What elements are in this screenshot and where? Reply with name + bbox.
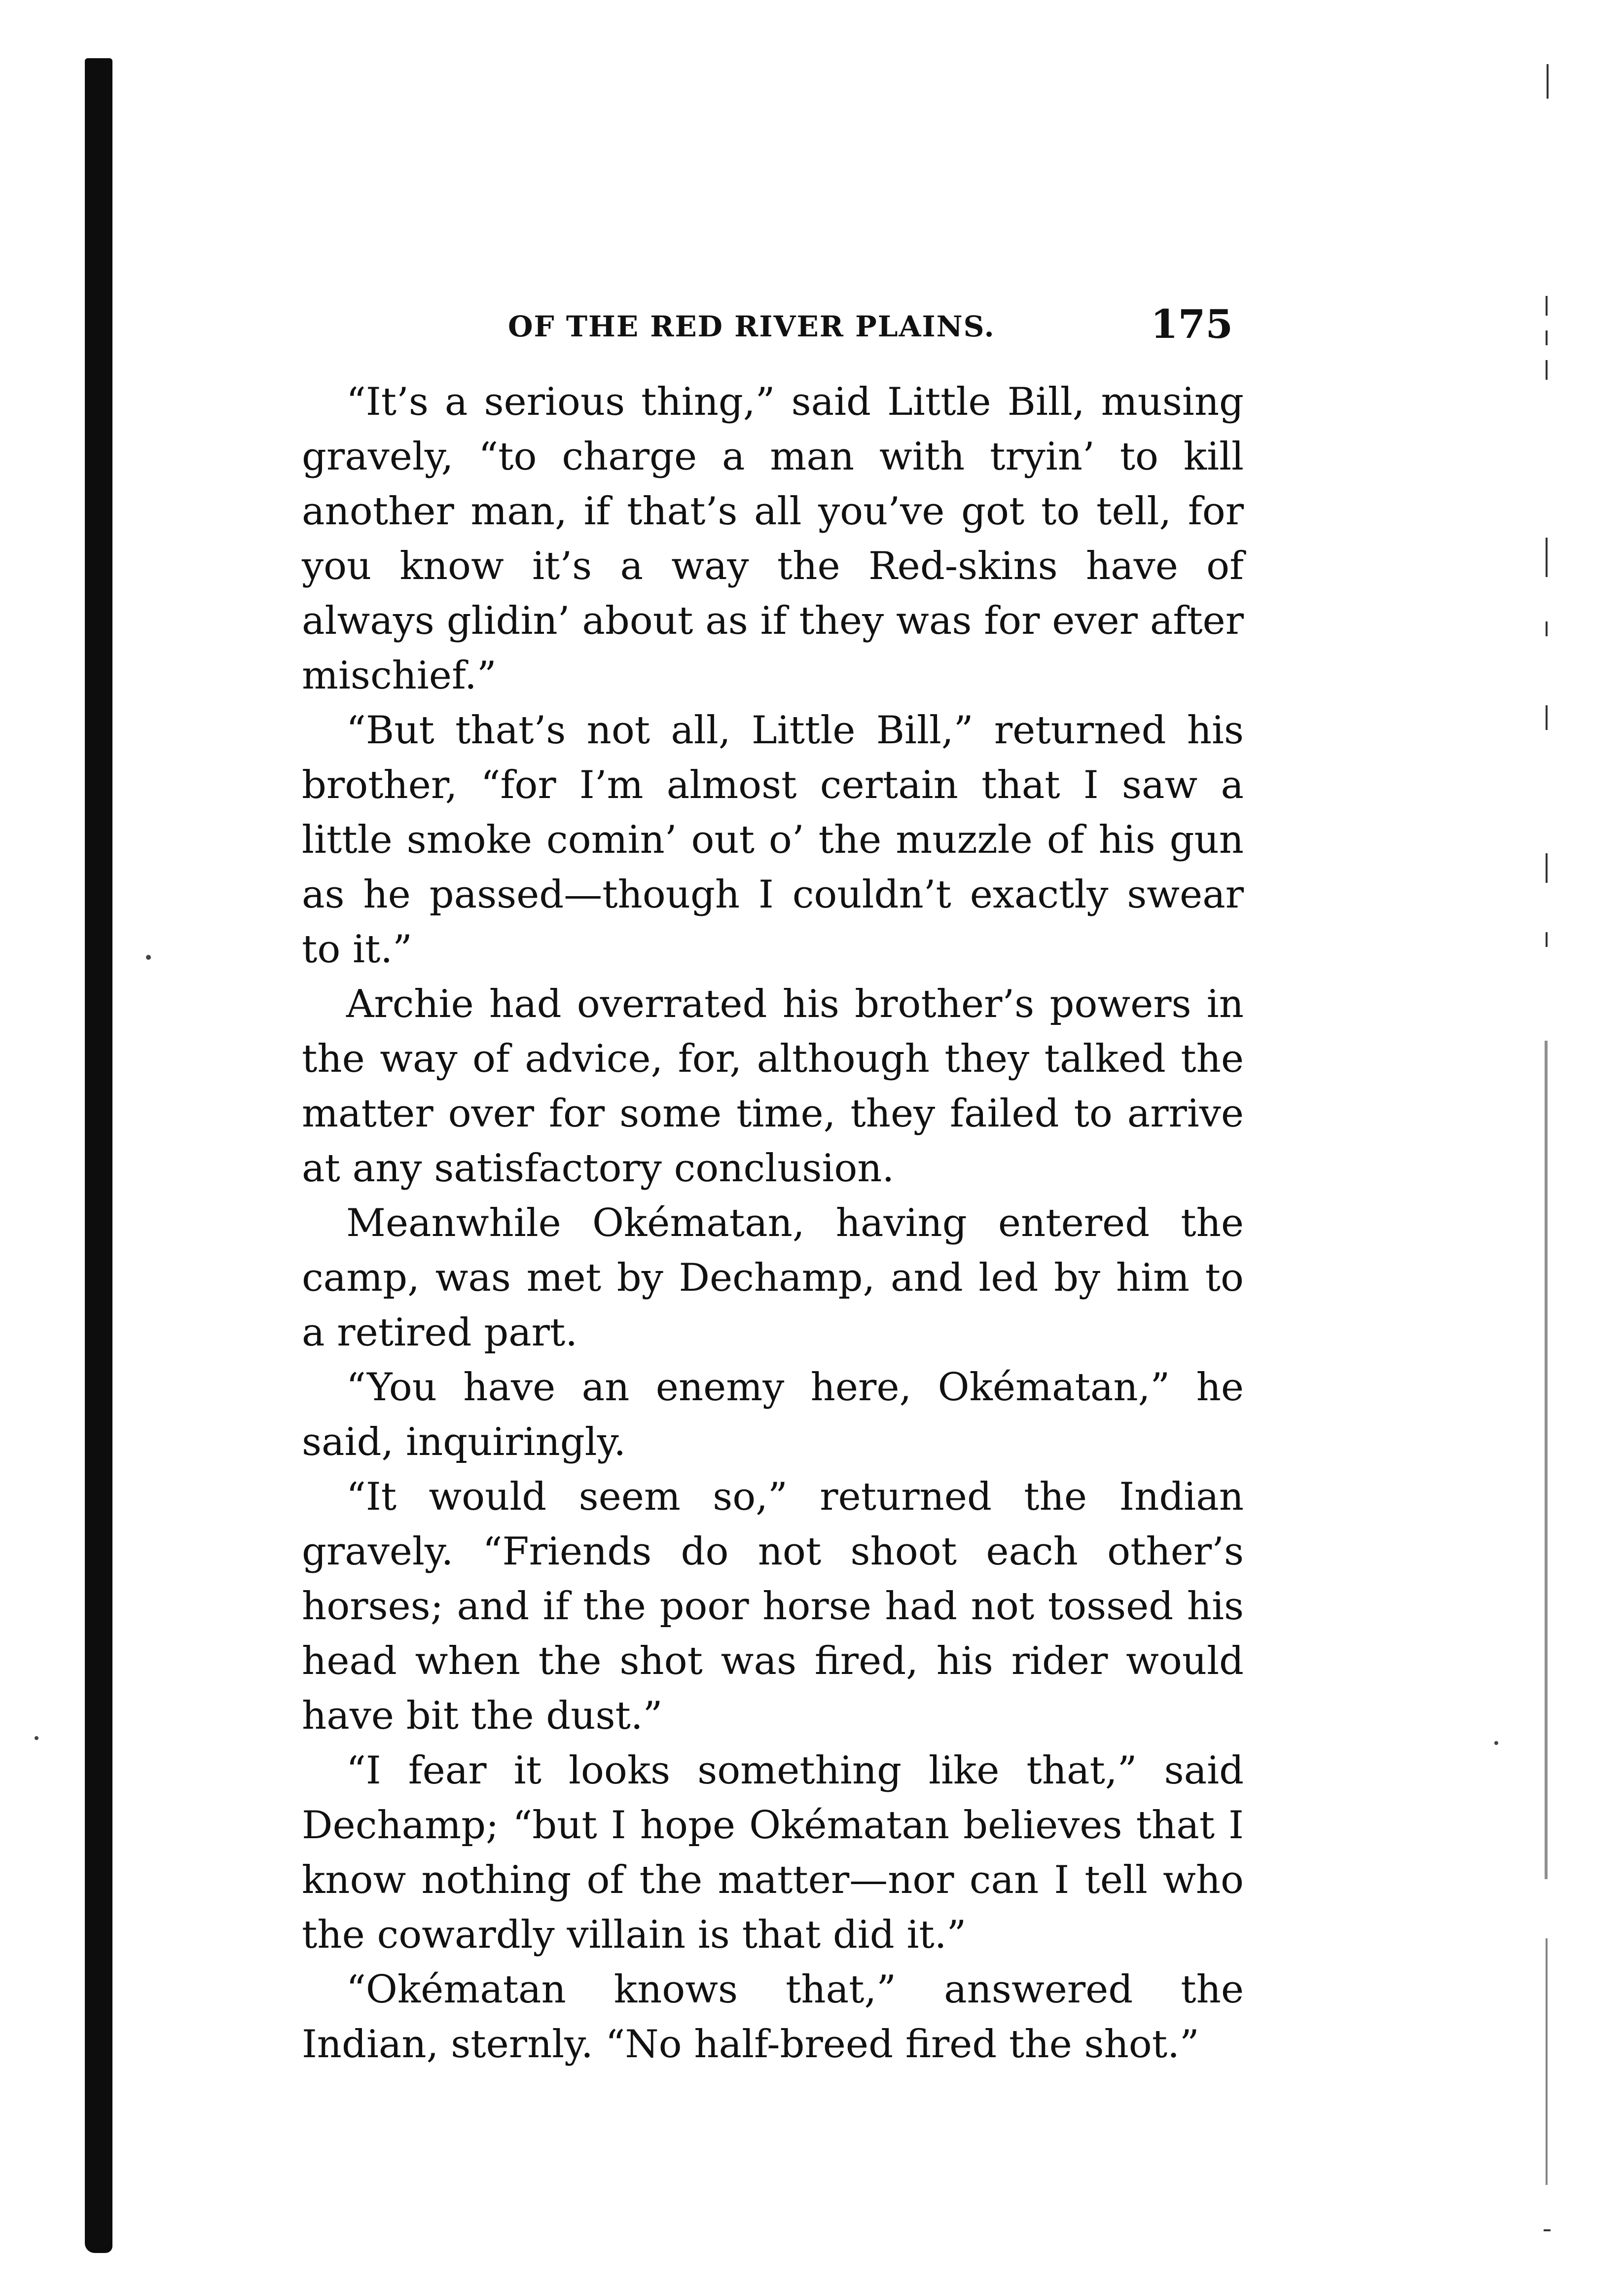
paragraph: “You have an enemy here, Okématan,” he said, inquiringly.	[302, 1365, 1244, 1464]
paragraph: “It’s a serious thing,” said Little Bill, musing gravely, “to charge a man with tryin’ to kill another man, if that’s all you’ve got to tell, for you know it’s a way the Red-skins have of always glidin’ about as if they was for ever after mischief.”	[302, 380, 1244, 698]
paragraph: “But that’s not all, Little Bill,” returned his brother, “for I’m almost certain that I saw a little smoke comin’ out o’ the muzzle of his gun as he passed—though I couldn’t exactly swear to it.”	[302, 708, 1244, 972]
paragraph: “I fear it looks something like that,” said Dechamp; “but I hope Okématan believes that I know nothing of the matter—nor can I tell who the cowardly villain is that did it.”	[302, 1748, 1244, 1957]
paragraph: “Okématan knows that,” answered the Indian, sternly. “No half-breed fired the shot.”	[302, 1967, 1244, 2067]
scan-edge-marks	[1544, 64, 1558, 2244]
paragraph: Archie had overrated his brother’s powers in the way of advice, for, although they talked the matter over for some time, they failed to arrive at any satisfactory conclusion.	[302, 982, 1244, 1191]
page-number: 175	[1151, 301, 1233, 347]
paragraph: “It would seem so,” returned the Indian gravely. “Friends do not shoot each other’s horses; and if the poor horse had not tossed his head when the shot was fired, his rider would have bit the dust.”	[302, 1475, 1244, 1738]
book-binding-shadow	[85, 58, 112, 2253]
scan-speck	[35, 1736, 38, 1740]
body-text	[302, 375, 1244, 2072]
scan-speck	[146, 955, 151, 960]
running-title: OF THE RED RIVER PLAINS.	[508, 310, 995, 343]
page-header	[508, 301, 1233, 345]
paragraph: Meanwhile Okématan, having entered the camp, was met by Dechamp, and led by him to a retired part.	[302, 1201, 1244, 1355]
scan-speck	[1494, 1741, 1498, 1745]
